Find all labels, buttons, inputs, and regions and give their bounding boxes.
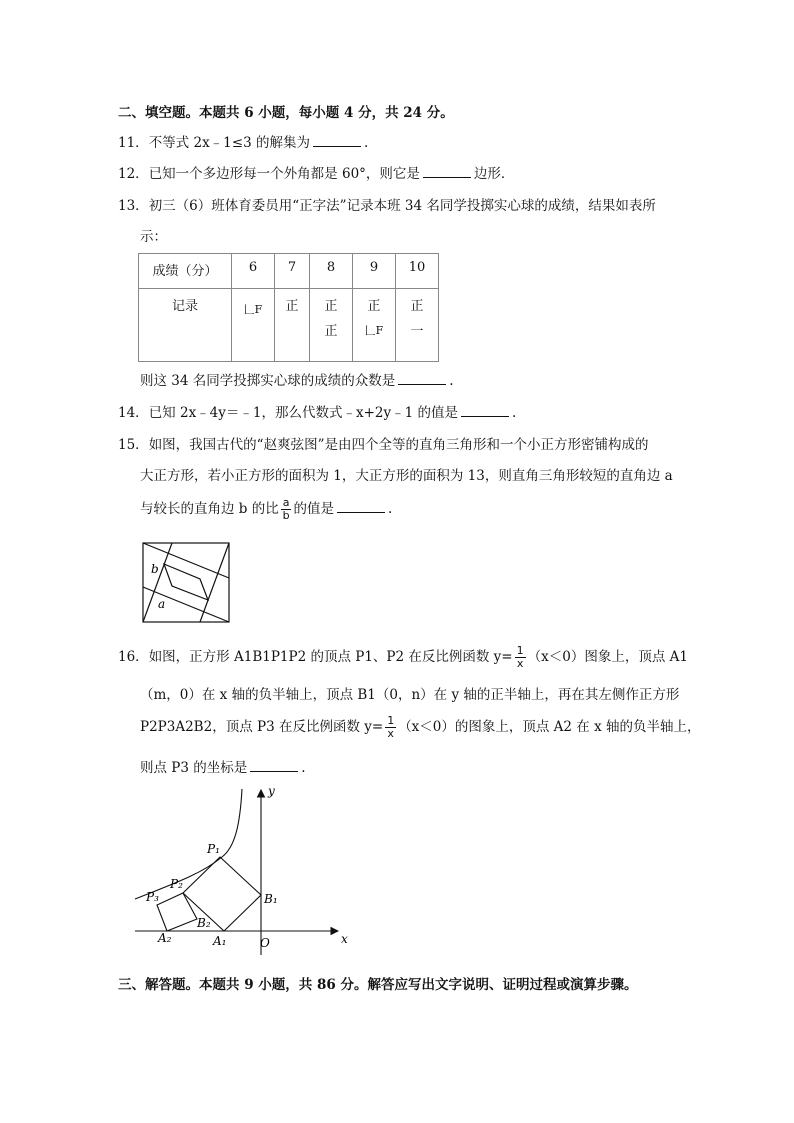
q16-line3-post: （x＜0）的图象上，顶点 A2 在 x 轴的负半轴上， <box>398 719 701 735</box>
tally-mark: 一 <box>410 324 424 339</box>
label-P3: P₃ <box>146 890 159 904</box>
label-B2: B₂ <box>197 916 211 930</box>
q16-line4 <box>140 759 306 777</box>
fraction-1-over-x <box>515 645 526 670</box>
question-15 <box>118 436 649 454</box>
table-header-cell: 6 <box>232 254 275 289</box>
q15-line3-pre: 与较长的直角边 b 的比 <box>140 501 279 517</box>
q15-end: . <box>387 501 393 517</box>
table-row-label: 记录 <box>139 289 232 362</box>
q14-text: 已知 2x﹣4y＝﹣1，那么代数式﹣x+2y﹣1 的值是 <box>148 405 459 421</box>
question-11 <box>118 134 368 152</box>
fraction-numerator: 1 <box>516 644 524 657</box>
q12-answer-blank[interactable] <box>423 165 471 178</box>
fraction-a-over-b <box>281 497 292 522</box>
label-A2: A₂ <box>158 931 172 945</box>
table-header-cell: 10 <box>396 254 439 289</box>
q13-text-line1: 初三（6）班体育委员用“正字法”记录本班 34 名同学投掷实心球的成绩，结果如表所 <box>148 198 656 214</box>
label-P1: P₁ <box>207 842 220 856</box>
q15-line3-post: 的值是 <box>293 501 334 517</box>
q16-line3 <box>140 714 701 740</box>
q12-number: 12． <box>118 166 149 182</box>
question-14 <box>118 404 516 422</box>
table-header-row <box>139 254 439 289</box>
q11-number: 11． <box>118 135 149 151</box>
diagram-line <box>200 543 229 622</box>
q14-number: 14． <box>118 405 149 421</box>
label-P2: P₂ <box>170 877 183 891</box>
label-b: b <box>151 562 159 576</box>
table-header-cell: 成绩（分） <box>139 254 232 289</box>
zhao-shuang-diagram <box>142 542 232 624</box>
q16-line3-pre: P2P3A2B2，顶点 P3 在反比例函数 y= <box>140 719 384 735</box>
q12-text: 已知一个多边形每一个外角都是 60°，则它是 <box>148 166 420 182</box>
q11-text: 不等式 2x﹣1≤3 的解集为 <box>148 135 310 151</box>
q13-number: 13． <box>118 198 149 214</box>
q16-line1-post: （x＜0）图象上，顶点 A1 <box>527 649 688 665</box>
q14-end: . <box>512 405 517 421</box>
axis-label-x: x <box>341 932 348 946</box>
q16-line1-pre: 如图，正方形 A1B1P1P2 的顶点 P1、P2 在反比例函数 y= <box>148 649 513 665</box>
q13-question <box>140 372 454 390</box>
tally-mark: 正 <box>285 299 299 314</box>
tally-mark: 正 <box>410 299 424 314</box>
fraction-denominator: x <box>516 657 524 670</box>
label-B1: B₁ <box>264 892 278 906</box>
tally-mark: 正 <box>324 324 338 339</box>
table-header-cell: 7 <box>275 254 310 289</box>
tally-mark: 𠃊F <box>364 324 384 337</box>
fraction-denominator: x <box>387 727 394 740</box>
question-13 <box>118 197 656 215</box>
question-16 <box>118 644 688 670</box>
q13-end: . <box>449 373 454 389</box>
fraction-1-over-x <box>385 715 396 740</box>
fraction-numerator: a <box>282 496 290 509</box>
q16-number: 16． <box>118 649 149 665</box>
q12-end: 边形． <box>473 166 515 182</box>
q14-answer-blank[interactable] <box>461 404 509 417</box>
q16-line4-pre: 则点 P3 的坐标是 <box>140 760 248 776</box>
table-header-cell: 9 <box>353 254 396 289</box>
square-A2B2P2P3 <box>157 893 197 931</box>
q16-answer-blank[interactable] <box>250 759 298 772</box>
q15-number: 15． <box>118 437 149 453</box>
tally-mark: 𠃊F <box>243 303 263 316</box>
q13-answer-blank[interactable] <box>398 372 446 385</box>
score-record-table <box>138 253 439 362</box>
q15-line3 <box>140 496 392 522</box>
record-cell-10 <box>396 289 439 362</box>
label-A1: A₁ <box>213 934 227 948</box>
q15-answer-blank[interactable] <box>337 500 385 513</box>
q11-end: . <box>363 135 369 151</box>
hyperbola-curve <box>135 789 242 899</box>
fraction-denominator: b <box>282 509 290 522</box>
tally-mark: 正 <box>367 299 381 314</box>
q16-line2: （m，0）在 x 轴的负半轴上，顶点 B1（0，n）在 y 轴的正半轴上，再在其左侧作正方形 <box>140 687 680 703</box>
table-record-row <box>139 289 439 362</box>
q15-line2: 大正方形，若小正方形的面积为 1，大正方形的面积为 13，则直角三角形较短的直角边 a <box>140 468 673 484</box>
q13-question-text: 则这 34 名同学投掷实心球的成绩的众数是 <box>140 373 396 389</box>
q15-line1: 如图，我国古代的“赵爽弦图”是由四个全等的直角三角形和一个小正方形密铺构成的 <box>148 437 649 453</box>
section3-heading: 三、解答题。本题共 9 小题，共 86 分。解答应写出文字说明、证明过程或演算步骤。 <box>118 977 638 993</box>
question-12 <box>118 165 514 183</box>
table-header-cell: 8 <box>310 254 353 289</box>
fraction-numerator: 1 <box>387 714 395 727</box>
q13-text-line2: 示： <box>140 229 167 245</box>
section2-heading: 二、填空题。本题共 6 小题，每小题 4 分，共 24 分。 <box>118 105 454 121</box>
hyperbola-squares-diagram <box>130 785 360 960</box>
record-cell-6 <box>232 289 275 362</box>
record-cell-9 <box>353 289 396 362</box>
diagram-line <box>143 587 229 622</box>
q11-answer-blank[interactable] <box>313 134 361 147</box>
tally-mark: 正 <box>324 299 338 314</box>
record-cell-7 <box>275 289 310 362</box>
label-a: a <box>158 597 166 611</box>
record-cell-8 <box>310 289 353 362</box>
outer-square <box>143 543 229 622</box>
axis-label-y: y <box>268 785 275 798</box>
q16-end: . <box>301 760 306 776</box>
inner-square <box>164 564 208 600</box>
origin-label: O <box>260 936 270 950</box>
